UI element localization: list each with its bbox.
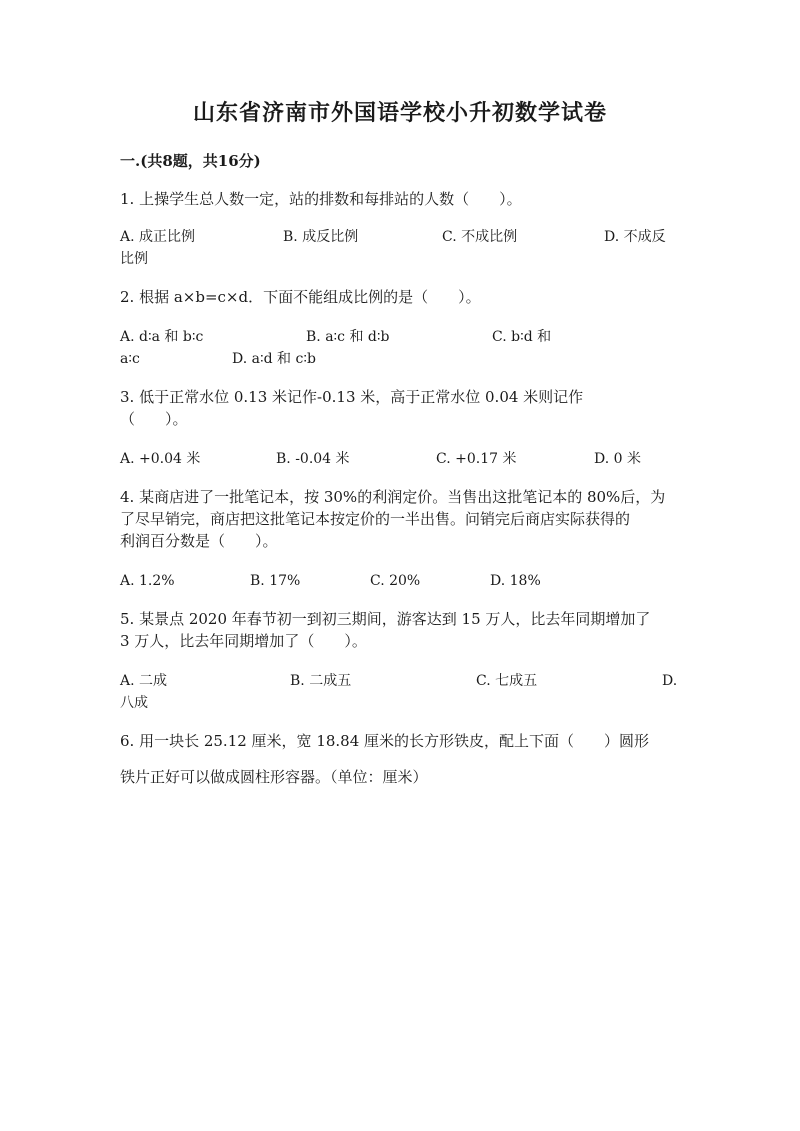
option-c: C. 七成五 [476, 673, 538, 689]
question-line: 3. 低于正常水位 0.13 米记作-0.13 米，高于正常水位 0.04 米则记作 [120, 388, 584, 406]
option-a: A. +0.04 米 [120, 451, 201, 467]
option-d: D. [662, 673, 678, 689]
option-c: C. 不成比例 [442, 229, 518, 245]
option-a: A. 二成 [120, 673, 168, 689]
question-line: 了尽早销完，商店把这批笔记本按定价的一半出售。问销完后商店实际获得的 [120, 510, 631, 528]
option-a: A. d∶a 和 b∶c [120, 329, 204, 345]
question-line: （ ）。 [120, 410, 188, 428]
option-c-continued: a∶c [120, 351, 140, 367]
question-6 [120, 730, 680, 752]
question-5 [120, 608, 680, 652]
question-line: 2. 根据 a×b=c×d．下面不能组成比例的是（ ）。 [120, 288, 481, 306]
option-c: C. b∶d 和 [492, 329, 552, 345]
option-d: D. a∶d 和 c∶b [232, 351, 316, 367]
question-4 [120, 486, 680, 552]
question-line: 6. 用一块长 25.12 厘米，宽 18.84 厘米的长方形铁皮，配上下面（ ）圆形 [120, 732, 650, 750]
section-heading: 一.(共8题，共16分) [120, 152, 261, 170]
option-b: B. 二成五 [290, 673, 352, 689]
question-1 [120, 188, 680, 210]
question-3 [120, 386, 680, 430]
question-line: 1. 上操学生总人数一定，站的排数和每排站的人数（ ）。 [120, 190, 522, 208]
option-a: A. 1.2% [120, 573, 175, 589]
option-d: D. 18% [490, 573, 541, 589]
question-line: 4. 某商店进了一批笔记本，按 30%的利润定价。当售出这批笔记本的 80%后，为 [120, 488, 666, 506]
option-c: C. 20% [370, 573, 421, 589]
option-d-continued: 比例 [120, 251, 148, 267]
question-line: 利润百分数是（ ）。 [120, 532, 278, 550]
option-a: A. 成正比例 [120, 229, 196, 245]
question-line: 5. 某景点 2020 年春节初一到初三期间，游客达到 15 万人，比去年同期增加了 [120, 610, 651, 628]
exam-title: 山东省济南市外国语学校小升初数学试卷 [192, 100, 607, 126]
option-b: B. 成反比例 [283, 229, 359, 245]
option-d-continued: 八成 [120, 695, 148, 711]
question-2 [120, 286, 680, 308]
option-b: B. -0.04 米 [276, 451, 350, 467]
question-line: 3 万人，比去年同期增加了（ ）。 [120, 632, 367, 650]
option-c: C. +0.17 米 [436, 451, 517, 467]
question-6-continued [120, 766, 680, 788]
question-line: 铁片正好可以做成圆柱形容器。（单位：厘米） [120, 768, 428, 786]
option-d: D. 0 米 [594, 451, 641, 467]
option-d: D. 不成反 [604, 229, 666, 245]
option-b: B. 17% [250, 573, 301, 589]
option-b: B. a∶c 和 d∶b [306, 329, 390, 345]
